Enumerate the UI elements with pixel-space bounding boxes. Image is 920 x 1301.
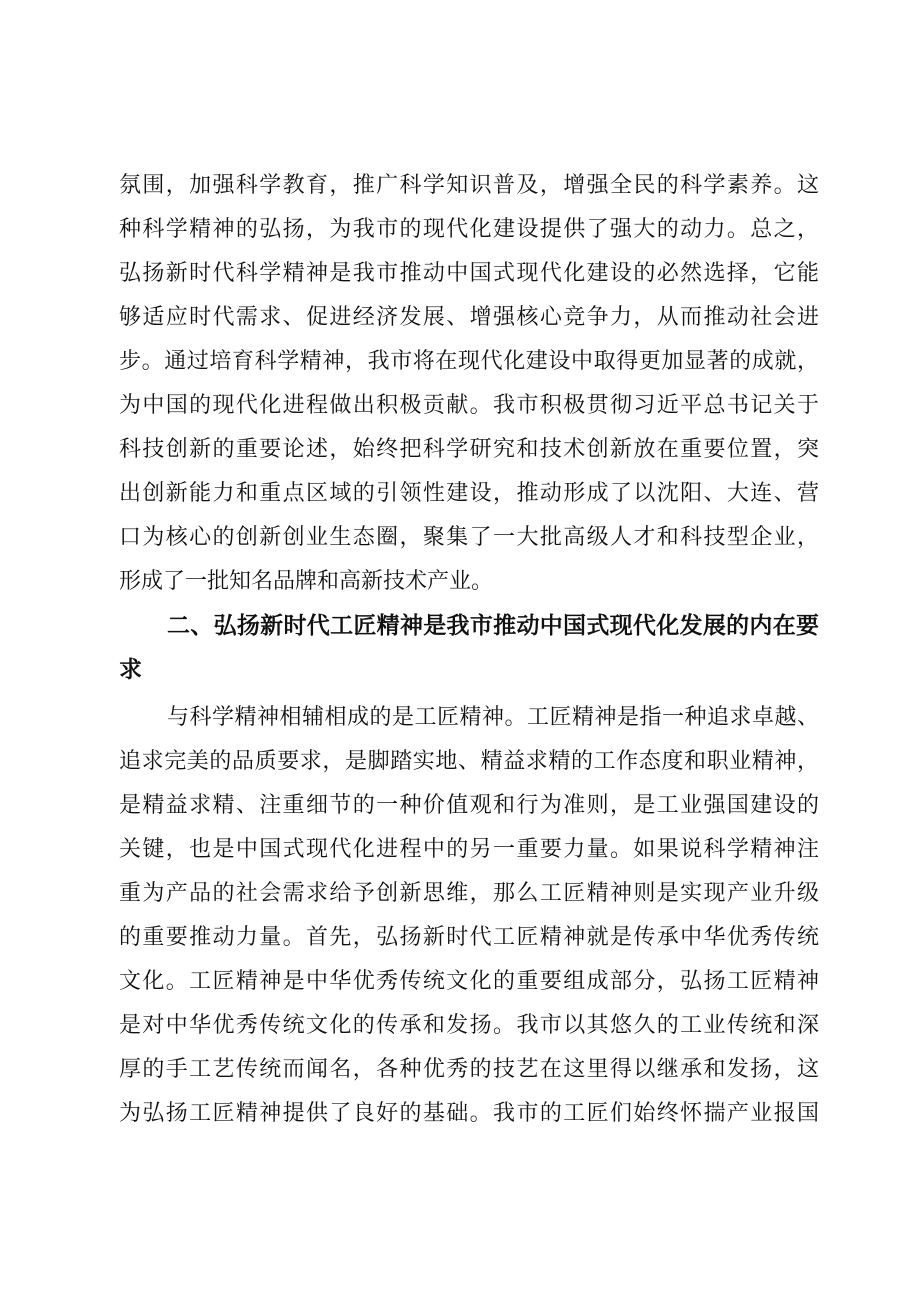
paragraph-1-line-10: 形成了一批知名品牌和高新技术产业。 <box>119 569 494 594</box>
paragraph-2-line-9: 厚的手工艺传统而闻名，各种优秀的技艺在这里得以继承和发扬，这 <box>119 1057 819 1082</box>
paragraph-1-line-8: 出创新能力和重点区域的引领性建设，推动形成了以沈阳、大连、营 <box>119 481 819 506</box>
paragraph-2-line-1: 与科学精神相辅相成的是工匠精神。工匠精神是指一种追求卓越、 <box>167 705 819 730</box>
paragraph-2-line-7: 文化。工匠精神是中华优秀传统文化的重要组成部分，弘扬工匠精神 <box>119 969 819 994</box>
paragraph-1-line-4: 够适应时代需求、促进经济发展、增强核心竞争力，从而推动社会进 <box>119 305 819 330</box>
paragraph-2-line-5: 重为产品的社会需求给予创新思维，那么工匠精神则是实现产业升级 <box>119 881 819 906</box>
paragraph-1-line-3: 弘扬新时代科学精神是我市推动中国式现代化建设的必然选择，它能 <box>119 261 819 286</box>
paragraph-2-line-4: 关键，也是中国式现代化进程中的另一重要力量。如果说科学精神注 <box>119 837 819 862</box>
paragraph-1-line-7: 科技创新的重要论述，始终把科学研究和技术创新放在重要位置，突 <box>119 437 819 462</box>
paragraph-1-line-9: 口为核心的创新创业生态圈，聚集了一大批高级人才和科技型企业， <box>119 525 819 550</box>
paragraph-1-line-1: 氛围，加强科学教育，推广科学知识普及，增强全民的科学素养。这 <box>119 173 819 198</box>
paragraph-1-line-2: 种科学精神的弘扬，为我市的现代化建设提供了强大的动力。总之， <box>119 217 819 242</box>
section-heading-line-1: 二、弘扬新时代工匠精神是我市推动中国式现代化发展的内在要 <box>167 613 819 639</box>
section-heading-line-2: 求 <box>119 657 142 683</box>
paragraph-2-line-8: 是对中华优秀传统文化的传承和发扬。我市以其悠久的工业传统和深 <box>119 1013 819 1038</box>
paragraph-2-line-10: 为弘扬工匠精神提供了良好的基础。我市的工匠们始终怀揣产业报国 <box>119 1101 819 1126</box>
paragraph-1-line-6: 为中国的现代化进程做出积极贡献。我市积极贯彻习近平总书记关于 <box>119 393 819 418</box>
paragraph-2-line-6: 的重要推动力量。首先，弘扬新时代工匠精神就是传承中华优秀传统 <box>119 925 819 950</box>
paragraph-1-line-5: 步。通过培育科学精神，我市将在现代化建设中取得更加显著的成就， <box>119 349 819 374</box>
paragraph-2-line-2: 追求完美的品质要求，是脚踏实地、精益求精的工作态度和职业精神， <box>119 749 819 774</box>
paragraph-2-line-3: 是精益求精、注重细节的一种价值观和行为准则，是工业强国建设的 <box>119 793 819 818</box>
